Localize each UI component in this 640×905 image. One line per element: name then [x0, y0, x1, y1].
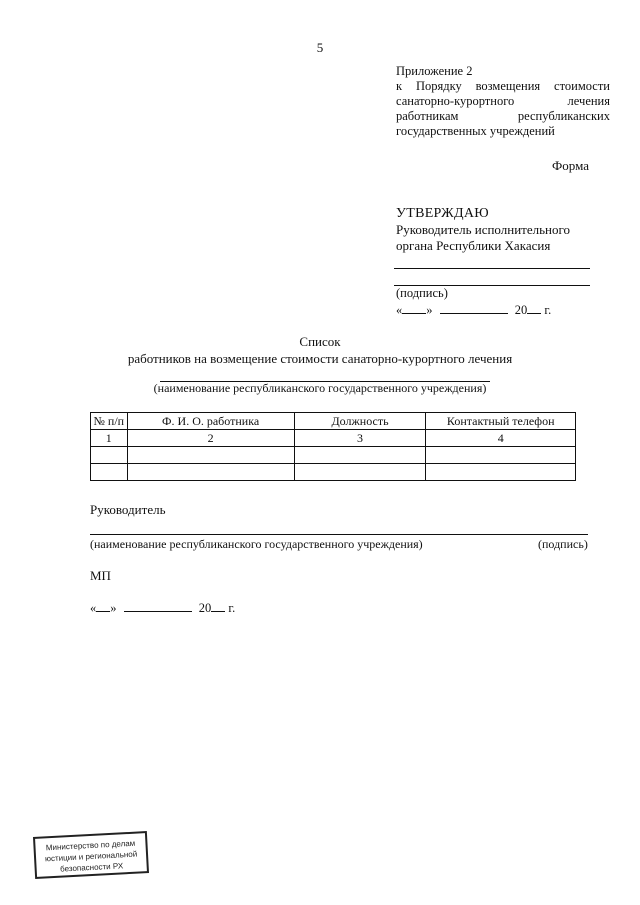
- month-blank: [124, 600, 192, 612]
- table-cell: [426, 464, 576, 481]
- annex-line-1: Приложение 2: [396, 64, 473, 78]
- annex-line-4: работникам республиканских: [396, 109, 610, 123]
- stamp-line-3: безопасности РХ: [59, 861, 124, 874]
- head-signature-line: [90, 534, 588, 535]
- table-cell: [426, 447, 576, 464]
- year-prefix: 20: [514, 303, 528, 317]
- form-label: Форма: [552, 158, 589, 173]
- year-suffix: г.: [228, 601, 236, 615]
- approval-line-2: органа Республики Хакасия: [396, 238, 551, 253]
- stamp-line-1: Министерство по делам: [45, 838, 136, 853]
- annex-line-5: государственных учреждений: [396, 124, 555, 138]
- column-header-phone: Контактный телефон: [426, 413, 576, 430]
- table-cell: [294, 447, 426, 464]
- date-open-quote: «: [90, 601, 97, 615]
- date-close-quote: »: [110, 601, 117, 615]
- date-open-quote: «: [396, 303, 403, 317]
- table-cell: [127, 447, 294, 464]
- table-cell: [91, 447, 128, 464]
- approval-signature-caption: (подпись): [396, 286, 448, 300]
- annex-line-3: санаторно-курортного лечения: [396, 94, 610, 108]
- date-close-quote: »: [426, 303, 433, 317]
- employees-table: [90, 412, 576, 481]
- column-header-number: № п/п: [91, 413, 128, 430]
- page-number: 5: [316, 40, 324, 55]
- table-cell: [127, 464, 294, 481]
- approval-blank-line-1: [394, 268, 590, 269]
- table-header-row: [91, 413, 576, 430]
- footer-date-line: [90, 600, 235, 616]
- table-cell: 2: [127, 430, 294, 447]
- year-blank: [527, 302, 541, 314]
- year-prefix: 20: [198, 601, 212, 615]
- table-cell: 4: [426, 430, 576, 447]
- column-header-name: Ф. И. О. работника: [127, 413, 294, 430]
- table-row: [91, 447, 576, 464]
- year-suffix: г.: [544, 303, 552, 317]
- table-row: [91, 464, 576, 481]
- table-cell: [91, 464, 128, 481]
- ministry-stamp: [33, 831, 149, 879]
- approval-title: УТВЕРЖДАЮ: [396, 206, 489, 221]
- day-blank: [96, 600, 110, 612]
- approval-date-line: [396, 302, 551, 318]
- annex-header: [396, 64, 610, 139]
- table-cell: 1: [91, 430, 128, 447]
- day-blank: [402, 302, 426, 314]
- year-blank: [211, 600, 225, 612]
- list-subtitle: работников на возмещение стоимости санаторно-курортного лечения: [127, 351, 513, 366]
- head-signature-caption: (подпись): [538, 537, 588, 551]
- approval-line-1: Руководитель исполнительного: [396, 222, 570, 237]
- list-title: Список: [299, 334, 341, 349]
- table-cell: 3: [294, 430, 426, 447]
- table-numbering-row: [91, 430, 576, 447]
- table-cell: [294, 464, 426, 481]
- org-name-caption: (наименование республиканского государственного учреждения): [153, 381, 487, 395]
- head-label: Руководитель: [90, 502, 166, 517]
- stamp-line-2: юстиции и региональной: [44, 849, 138, 864]
- approval-block: [396, 206, 596, 254]
- head-org-caption: (наименование республиканского государственного учреждения): [90, 537, 423, 551]
- column-header-position: Должность: [294, 413, 426, 430]
- annex-line-2: к Порядку возмещения стоимости: [396, 79, 610, 93]
- seal-label: МП: [90, 568, 111, 583]
- month-blank: [440, 302, 508, 314]
